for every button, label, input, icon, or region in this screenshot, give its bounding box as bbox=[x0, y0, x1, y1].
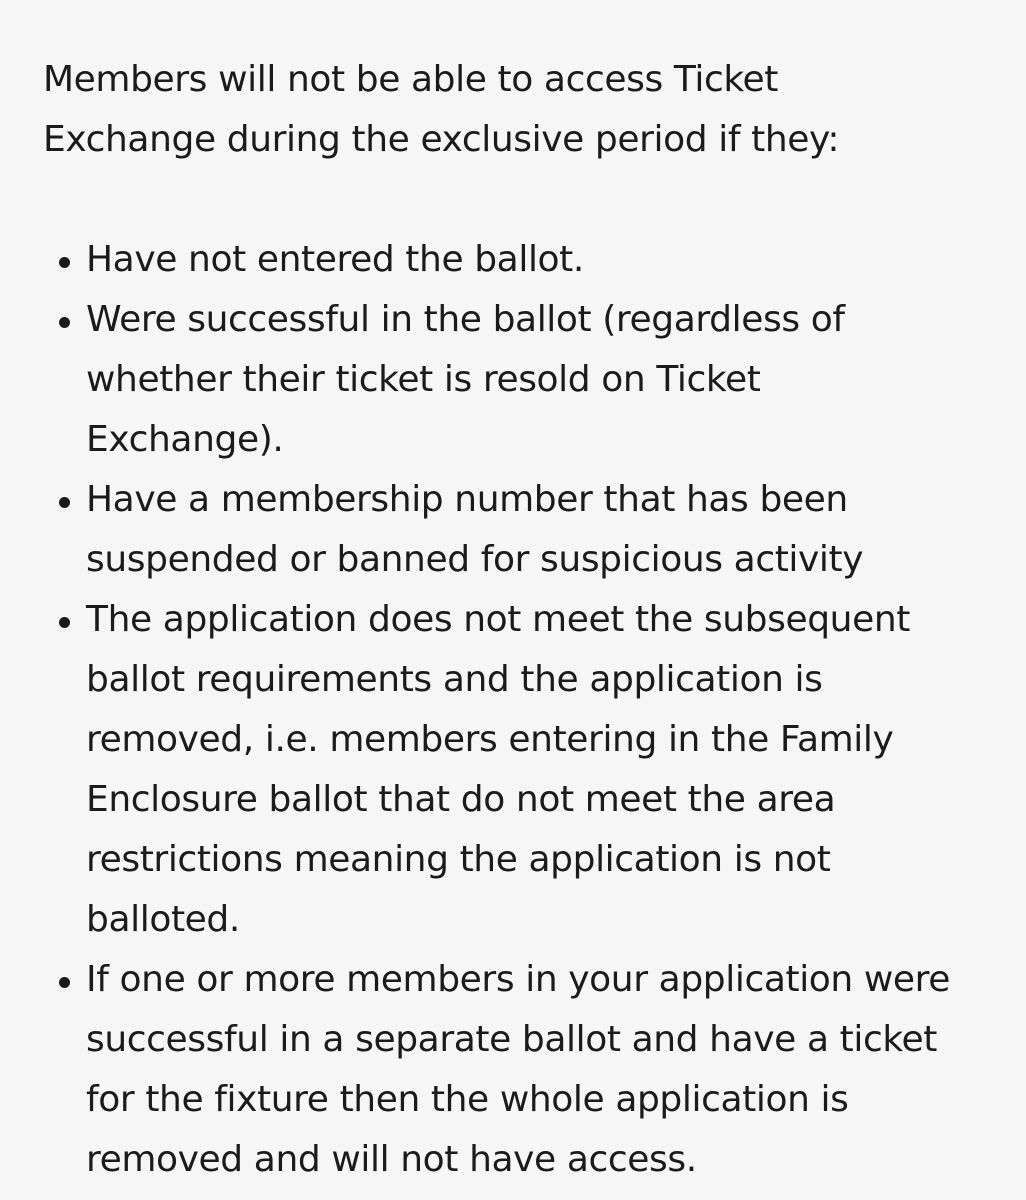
list-item-text: The application does not meet the subsequent ballot requirements and the application is removed, i.e. members entering in the Family Enclosure ballot that do not meet the area restrictions meaning the application is not balloted. bbox=[86, 599, 910, 940]
list-item bbox=[43, 290, 966, 470]
bullet-icon bbox=[58, 590, 70, 650]
exclusion-list bbox=[43, 230, 976, 1190]
bullet-icon bbox=[58, 290, 70, 350]
list-item-text: Have a membership number that has been suspended or banned for suspicious activity bbox=[86, 479, 864, 580]
bullet-icon bbox=[58, 230, 70, 290]
list-item-text: If one or more members in your application were successful in a separate ballot and have a ticket for the fixture then the whole application is removed and will not have access. bbox=[86, 959, 951, 1180]
intro-paragraph: Members will not be able to access Ticket Exchange during the exclusive period if they: bbox=[43, 59, 840, 160]
list-item bbox=[43, 230, 966, 290]
bullet-icon bbox=[58, 950, 70, 1010]
list-item bbox=[43, 470, 966, 590]
list-item-text: Have not entered the ballot. bbox=[86, 239, 584, 280]
list-item bbox=[43, 950, 966, 1190]
list-item-text: Were successful in the ballot (regardless of whether their ticket is resold on Ticket Exchange). bbox=[86, 299, 845, 460]
list-item bbox=[43, 590, 966, 950]
bullet-icon bbox=[58, 470, 70, 530]
